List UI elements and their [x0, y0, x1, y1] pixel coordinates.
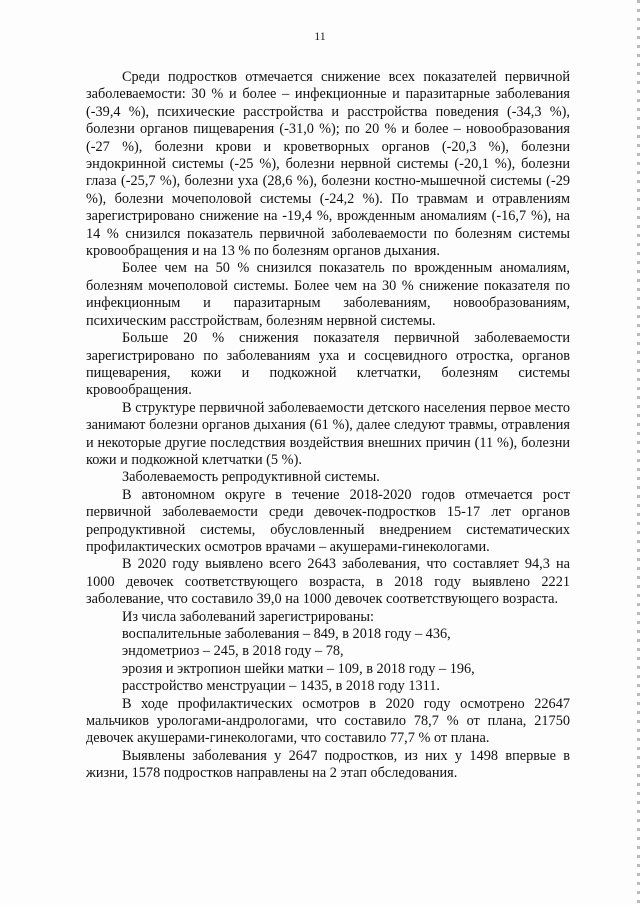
paragraph-over-20-percent: Больше 20 % снижения показателя первичной заболеваемости зарегистрировано по заболеваниям уха и сосцевидного отростка, органов пищеварения, кожи и подкожной клетчатки, болезням системы кровообращения. [86, 330, 570, 399]
paragraph-growth-2018-2020: В автономном округе в течение 2018-2020 годов отмечается рост первичной заболеваемости среди девочек-подростков 15-17 лет органов репродуктивной системы, обусловленный внедрением систематических профилактических осмотров врачами – акушерами-гинекологами. [86, 486, 570, 555]
list-item: воспалительные заболевания – 849, в 2018 году – 436, [122, 626, 451, 642]
paragraph-registered-intro: Из числа заболеваний зарегистрированы: [122, 608, 374, 625]
list-item: эндометриоз – 245, в 2018 году – 78, [122, 643, 344, 660]
paragraph-detected: Выявлены заболевания у 2647 подростков, из них у 1498 впервые в жизни, 1578 подростков направлены на 2 этап обследования. [86, 747, 570, 782]
paragraph-over-50-percent: Более чем на 50 % снизился показатель по врожденным аномалиям, болезням мочеполовой системы. Более чем на 30 % снижение показателя по инфекционным и паразитарным заболеваниям, новообразованиям, психическим расстройствам, болезням нервной системы. [86, 260, 570, 329]
list-item: расстройство менструации – 1435, в 2018 году 1311. [122, 678, 440, 695]
list-item: эрозия и эктропион шейки матки – 109, в 2018 году – 196, [122, 660, 475, 677]
page-number: 11 [314, 29, 326, 43]
document-body [86, 69, 570, 783]
paragraph-primary-morbidity: Среди подростков отмечается снижение всех показателей первичной заболеваемости: 30 % и более – инфекционные и паразитарные заболевания (-39,4 %), психические расстройства и расстройства поведения (-34,3 %), болезни органов пищеварения (-31,0 %); по 20 % и более – новообразования (-27 %), болезни крови и кроветворных органов (-20,3 %), болезни эндокринной системы (-25 %), болезни нервной системы (-20,1 %), болезни глаза (-25,7 %), болезни уха (28,6 %), болезни костно-мышечной системы (-29 %), болезни мочеполовой системы (-24,2 %). По травмам и отравлениям зарегистрировано снижение на -19,4 %, врожденным аномалиям (-16,7 %), на 14 % снизился показатель первичной заболеваемости по болезням системы кровообращения и на 13 % по болезням органов дыхания. [86, 69, 570, 260]
paragraph-checkups: В ходе профилактических осмотров в 2020 году осмотрено 22647 мальчиков урологами-андрологами, что составило 78,7 % от плана, 21750 девочек акушерами-гинекологами, что составило 77,7 % от плана. [86, 695, 570, 747]
paragraph-structure: В структуре первичной заболеваемости детского населения первое место занимают болезни органов дыхания (61 %), далее следуют травмы, отравления и некоторые другие последствия воздействия внешних причин (11 %), болезни кожи и подкожной клетчатки (5 %). [86, 399, 570, 468]
paragraph-2020-cases: В 2020 году выявлено всего 2643 заболевания, что составляет 94,3 на 1000 девочек соответствующего возраста, в 2018 году выявлено 2221 заболевание, что составило 39,0 на 1000 девочек соответствующего возраста. [86, 556, 570, 608]
section-heading-reproductive: Заболеваемость репродуктивной системы. [122, 469, 380, 486]
